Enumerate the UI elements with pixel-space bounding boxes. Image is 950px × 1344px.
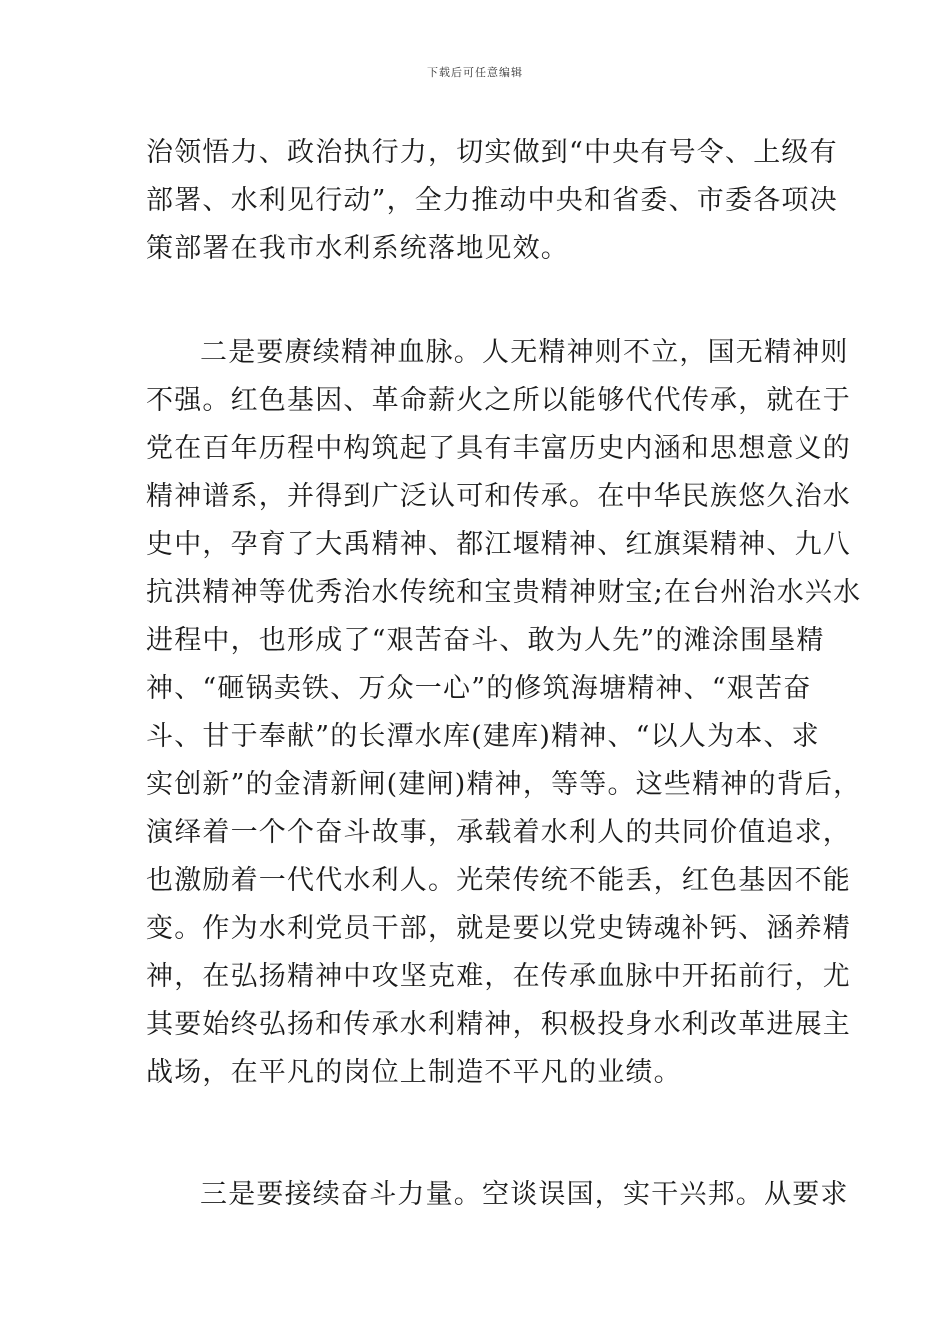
paragraph-1 — [146, 129, 838, 273]
text-line: 不强。红色基因、革命薪火之所以能够代代传承，就在于 — [146, 385, 851, 416]
paragraph-3 — [146, 1171, 849, 1219]
paragraph-2 — [146, 329, 862, 1097]
text-line: 精神谱系，并得到广泛认可和传承。在中华民族悠久治水 — [146, 481, 851, 512]
text-line: 战场，在平凡的岗位上制造不平凡的业绩。 — [146, 1057, 682, 1088]
text-line: 党在百年历程中构筑起了具有丰富历史内涵和思想意义的 — [146, 433, 851, 464]
text-line: 抗洪精神等优秀治水传统和宝贵精神财宝;在台州治水兴水 — [146, 577, 862, 608]
text-line: 史中，孕育了大禹精神、都江堰精神、红旗渠精神、九八 — [146, 529, 851, 560]
text-line: 策部署在我市水利系统落地见效。 — [146, 233, 569, 264]
text-line: 神、“砸锅卖铁、万众一心”的修筑海塘精神、“艰苦奋 — [146, 673, 812, 704]
text-line: 斗、甘于奉献”的长潭水库(建库)精神、“以人为本、求 — [146, 721, 820, 752]
text-line: 进程中，也形成了“艰苦奋斗、敢为人先”的滩涂围垦精 — [146, 625, 825, 656]
text-line: 治领悟力、政治执行力，切实做到“中央有号令、上级有 — [146, 137, 838, 168]
text-line: 变。作为水利党员干部，就是要以党史铸魂补钙、涵养精 — [146, 913, 851, 944]
text-line: 二是要赓续精神血脉。人无精神则不立，国无精神则 — [200, 337, 849, 368]
text-line: 神，在弘扬精神中攻坚克难，在传承血脉中开拓前行，尤 — [146, 961, 851, 992]
text-line: 实创新”的金清新闸(建闸)精神，等等。这些精神的背后， — [146, 769, 862, 800]
text-line: 演绎着一个个奋斗故事，承载着水利人的共同价值追求， — [146, 817, 851, 848]
page-header: 下载后可任意编辑 — [427, 66, 523, 79]
text-line: 部署、水利见行动”，全力推动中央和省委、市委各项决 — [146, 185, 838, 216]
text-line: 也激励着一代代水利人。光荣传统不能丢，红色基因不能 — [146, 865, 851, 896]
text-line: 三是要接续奋斗力量。空谈误国，实干兴邦。从要求 — [200, 1179, 849, 1210]
text-line: 其要始终弘扬和传承水利精神，积极投身水利改革进展主 — [146, 1009, 851, 1040]
